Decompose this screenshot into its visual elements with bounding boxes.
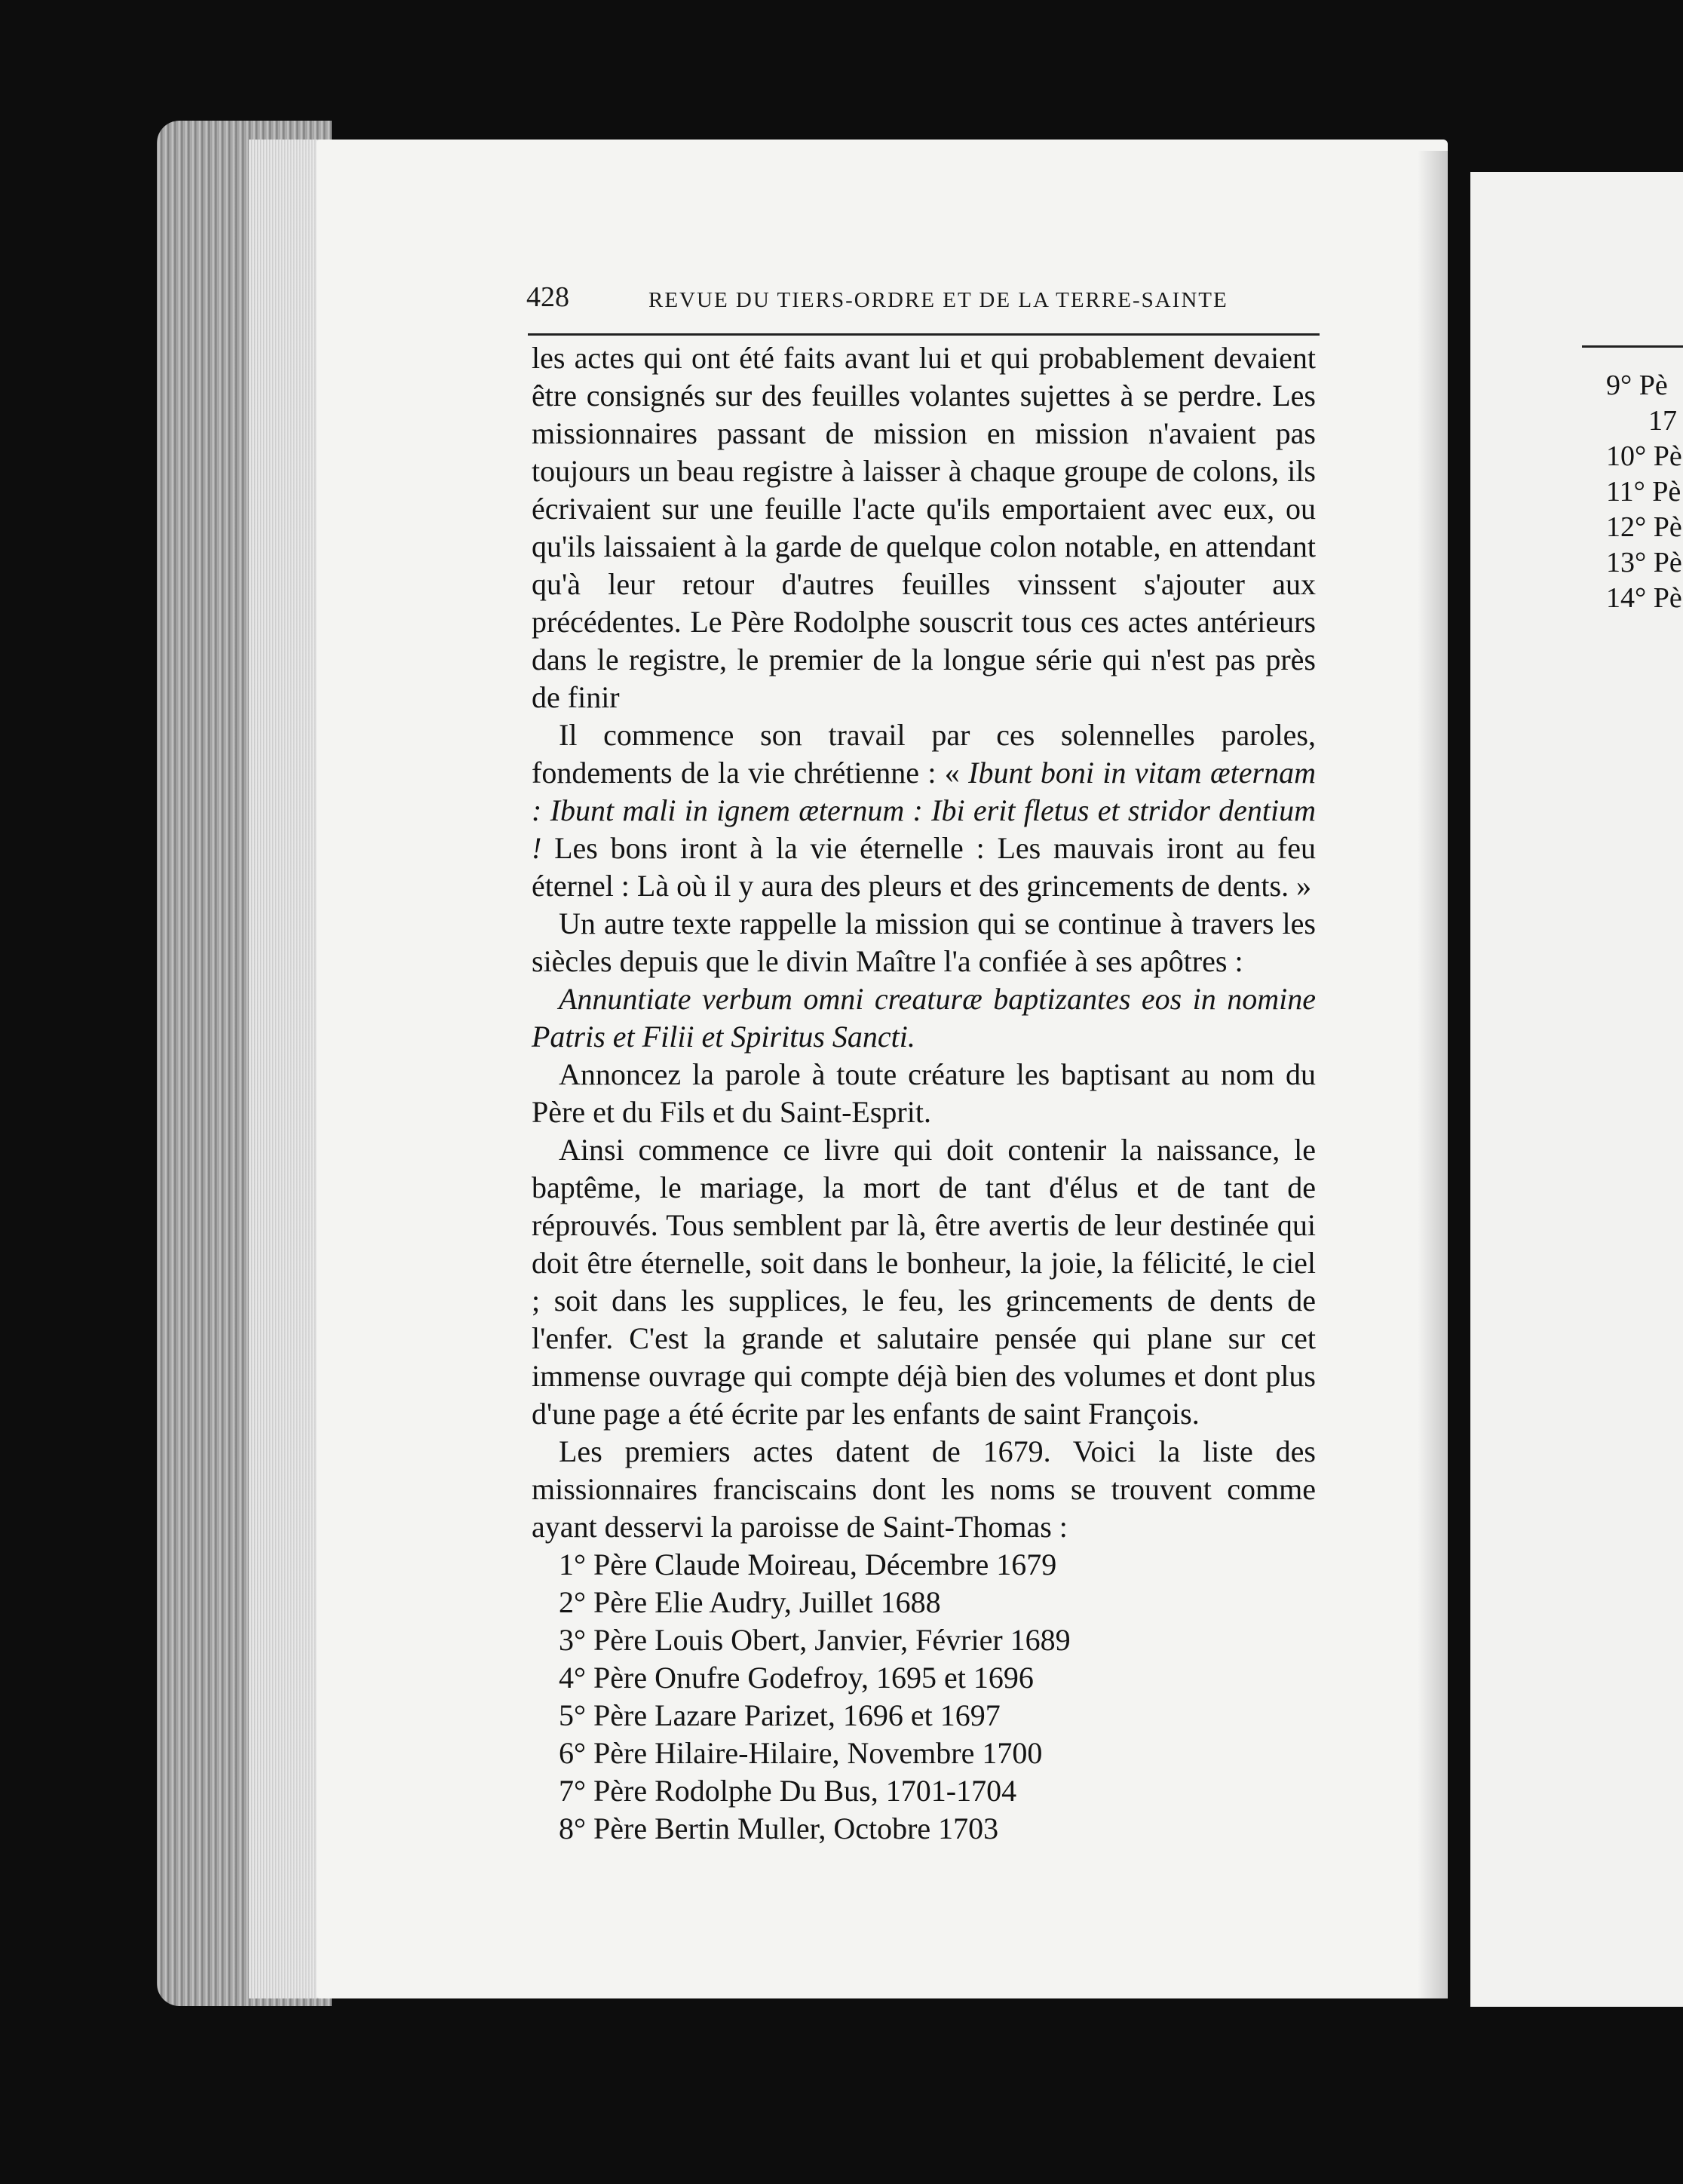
paragraph-2 [532, 716, 1316, 905]
list-item: 5° Père Lazare Parizet, 1696 et 1697 [559, 1698, 1001, 1732]
book-page-edges-inner [249, 140, 320, 1998]
page-number: 428 [526, 281, 569, 313]
list-item: 9° Pè [1606, 370, 1668, 401]
list-item: 2° Père Elie Audry, Juillet 1688 [559, 1585, 941, 1619]
paragraph-7: Les premiers actes datent de 1679. Voici la liste des missionnaires franciscains dont les noms se trouvent comme ayant desservi la paroisse de Saint-Thomas : [532, 1434, 1316, 1544]
book-gutter [1418, 151, 1448, 1998]
journal-title: REVUE DU TIERS-ORDRE ET DE LA TERRE-SAINTE [648, 288, 1228, 312]
list-item: 17 [1648, 405, 1677, 437]
list-item: 14° Pè [1606, 582, 1682, 614]
right-page-list [1606, 368, 1682, 616]
latin-quote-1: Ibunt boni in vitam æternam : Ibunt mali in ignem æternum : Ibi erit fletus et stridor dentium ! [532, 756, 1316, 865]
paragraph-2-intro: Il commence son travail par ces solennelles paroles, fondements de la vie chrétienne : « [532, 718, 1316, 790]
latin-quote-2: Annuntiate verbum omni creaturæ baptizantes eos in nomine Patris et Filii et Spiritus Sancti. [532, 982, 1316, 1054]
list-item: 12° Pè [1606, 511, 1682, 543]
right-page-header-rule [1582, 345, 1683, 348]
running-head [526, 281, 1320, 326]
list-item: 1° Père Claude Moireau, Décembre 1679 [559, 1548, 1057, 1581]
list-item: 11° Pè [1606, 476, 1681, 508]
paragraph-2-translation: Les bons iront à la vie éternelle : Les mauvais iront au feu éternel : Là où il y aura des pleurs et des grincements de dents. » [532, 831, 1316, 903]
header-rule [528, 333, 1320, 336]
paragraph-6: Ainsi commence ce livre qui doit contenir la naissance, le baptême, le mariage, la mort de tant d'élus et de tant de réprouvés. Tous semblent par là, être avertis de leur destinée qui doit être éternelle, soit dans le bonheur, la joie, la félicité, le ciel ; soit dans les supplices, le feu, les grincements de dents de l'enfer. C'est la grande et salutaire pensée qui plane sur cet immense ouvrage qui compte déjà bien des volumes et dont plus d'une page a été écrite par les enfants de saint François. [532, 1133, 1316, 1431]
list-item: 13° Pè [1606, 547, 1682, 578]
list-item: 7° Père Rodolphe Du Bus, 1701-1704 [559, 1774, 1017, 1808]
list-item: 8° Père Bertin Muller, Octobre 1703 [559, 1811, 999, 1845]
list-item: 10° Pè [1606, 440, 1682, 472]
paragraph-1: les actes qui ont été faits avant lui et qui probablement devaient être consignés sur des feuilles volantes sujettes à se perdre. Les missionnaires passant de mission en mission n'avaient pas toujours un beau registre à laisser à chaque groupe de colons, ils écrivaient sur une feuille l'acte qu'ils emportaient avec eux, ou qu'ils laissaient à la garde de quelque colon notable, en attendant qu'à leur retour d'autres feuilles vinssent s'ajouter aux précédentes. Le Père Rodolphe souscrit tous ces actes antérieurs dans le registre, le premier de la longue série qui n'est pas près de finir [532, 341, 1316, 714]
paragraph-5: Annoncez la parole à toute créature les baptisant au nom du Père et du Fils et du Saint-Esprit. [532, 1057, 1316, 1129]
list-item: 6° Père Hilaire-Hilaire, Novembre 1700 [559, 1736, 1043, 1770]
list-item: 3° Père Louis Obert, Janvier, Février 1689 [559, 1623, 1071, 1657]
list-item: 4° Père Onufre Godefroy, 1695 et 1696 [559, 1661, 1034, 1695]
body-text [532, 339, 1316, 1848]
paragraph-3: Un autre texte rappelle la mission qui se continue à travers les siècles depuis que le divin Maître l'a confiée à ses apôtres : [532, 906, 1316, 978]
missionary-list [532, 1546, 1316, 1848]
